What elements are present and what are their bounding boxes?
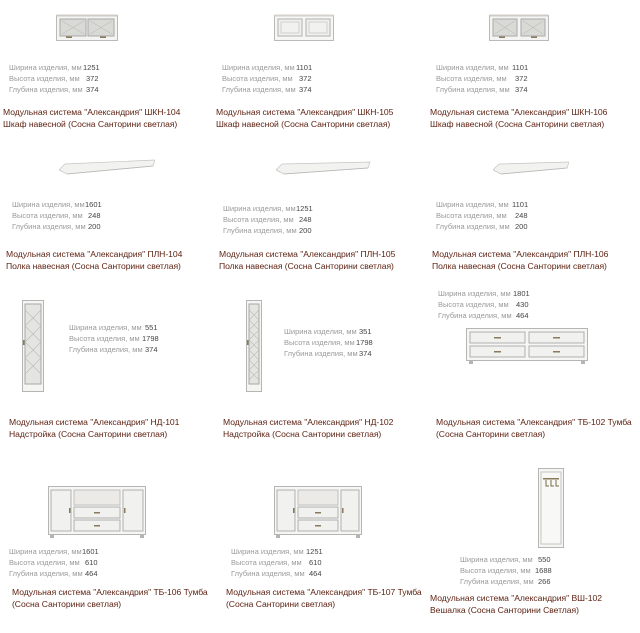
width-value: 1251 [83, 63, 100, 72]
height-value: 372 [299, 74, 312, 83]
height-label: Высота изделия, мм [231, 558, 302, 567]
depth-label: Глубина изделия, мм [223, 226, 297, 235]
product-image-shelf[interactable] [276, 160, 372, 176]
depth-label: Глубина изделия, мм [9, 569, 83, 578]
product-title-line1[interactable]: Модульная система "Александрия" ТБ-102 Тумба [436, 417, 632, 427]
width-label: Ширина изделия, мм [222, 63, 295, 72]
depth-label: Глубина изделия, мм [12, 222, 86, 231]
width-value: 1101 [512, 63, 529, 72]
product-title-line2[interactable]: Вешалка (Сосна Санторини Светлая) [430, 605, 579, 615]
product-title-line2[interactable]: Полка навесная (Сосна Санторини светлая) [219, 261, 394, 271]
width-label: Ширина изделия, мм [436, 63, 509, 72]
depth-label: Глубина изделия, мм [9, 85, 83, 94]
product-image-tv-stand[interactable] [274, 486, 362, 538]
product-image-wall-cabinet[interactable] [489, 14, 549, 42]
depth-value: 266 [538, 577, 551, 586]
product-title-line1[interactable]: Модульная система "Александрия" ПЛН-105 [219, 249, 396, 259]
height-label: Высота изделия, мм [222, 74, 293, 83]
width-label: Ширина изделия, мм [438, 289, 511, 298]
product-title-line2[interactable]: Надстройка (Сосна Санторини светлая) [223, 429, 382, 439]
depth-label: Глубина изделия, мм [436, 222, 510, 231]
product-image-tall-cabinet[interactable] [22, 300, 44, 392]
product-title-line2[interactable]: Полка навесная (Сосна Санторини светлая) [432, 261, 607, 271]
product-image-coat-rack[interactable] [538, 468, 564, 548]
height-label: Высота изделия, мм [436, 74, 507, 83]
depth-value: 200 [299, 226, 312, 235]
specs-block [436, 62, 536, 95]
height-label: Высота изделия, мм [12, 211, 83, 220]
product-title[interactable] [432, 248, 608, 272]
width-value: 550 [538, 555, 551, 564]
height-value: 1798 [142, 334, 159, 343]
product-title-line1[interactable]: Модульная система "Александрия" ТБ-107 Тумба [226, 587, 422, 597]
product-title[interactable] [216, 106, 393, 130]
specs-block [9, 546, 109, 579]
height-value: 372 [515, 74, 528, 83]
height-value: 372 [86, 74, 99, 83]
specs-block [222, 62, 322, 95]
product-image-tv-stand[interactable] [48, 486, 146, 538]
product-title[interactable] [223, 416, 393, 440]
height-label: Высота изделия, мм [9, 558, 80, 567]
depth-value: 374 [359, 349, 372, 358]
specs-block [69, 322, 169, 355]
product-title-line1[interactable]: Модульная система "Александрия" ШКН-104 [3, 107, 181, 117]
specs-block [9, 62, 109, 95]
width-label: Ширина изделия, мм [12, 200, 85, 209]
width-value: 1251 [306, 547, 323, 556]
product-image-tall-cabinet[interactable] [246, 300, 262, 392]
depth-value: 374 [145, 345, 158, 354]
product-image-wall-cabinet[interactable] [274, 14, 334, 42]
depth-value: 200 [88, 222, 101, 231]
height-label: Высота изделия, мм [460, 566, 531, 575]
height-value: 1798 [356, 338, 373, 347]
product-title-line1[interactable]: Модульная система "Александрия" ШКН-106 [430, 107, 608, 117]
width-value: 1101 [512, 200, 529, 209]
product-title[interactable] [9, 416, 179, 440]
width-label: Ширина изделия, мм [231, 547, 304, 556]
product-title[interactable] [226, 586, 422, 610]
product-title-line2[interactable]: Шкаф навесной (Сосна Санторини светлая) [430, 119, 605, 129]
product-title-line2[interactable]: (Сосна Санторини светлая) [226, 599, 336, 609]
product-title[interactable] [3, 106, 180, 130]
height-label: Высота изделия, мм [223, 215, 294, 224]
height-value: 248 [299, 215, 312, 224]
width-value: 1801 [513, 289, 530, 298]
height-value: 248 [515, 211, 528, 220]
product-title-line1[interactable]: Модульная система "Александрия" ПЛН-104 [6, 249, 183, 259]
width-label: Ширина изделия, мм [436, 200, 509, 209]
width-label: Ширина изделия, мм [284, 327, 357, 336]
depth-value: 464 [309, 569, 322, 578]
depth-label: Глубина изделия, мм [460, 577, 534, 586]
depth-value: 464 [85, 569, 98, 578]
product-image-wall-cabinet[interactable] [56, 14, 118, 42]
depth-value: 374 [515, 85, 528, 94]
height-label: Высота изделия, мм [9, 74, 80, 83]
product-title[interactable] [6, 248, 182, 272]
specs-block [12, 199, 112, 232]
product-title[interactable] [219, 248, 395, 272]
width-value: 351 [359, 327, 372, 336]
depth-label: Глубина изделия, мм [284, 349, 358, 358]
width-value: 1251 [296, 204, 313, 213]
product-title-line1[interactable]: Модульная система "Александрия" ВШ-102 [430, 593, 602, 603]
product-title-line1[interactable]: Модульная система "Александрия" НД-101 [9, 417, 180, 427]
product-title-line2[interactable]: Шкаф навесной (Сосна Санторини светлая) [216, 119, 391, 129]
height-value: 610 [309, 558, 322, 567]
specs-block [231, 546, 331, 579]
width-label: Ширина изделия, мм [9, 63, 82, 72]
product-title-line2[interactable]: (Сосна Санторини светлая) [436, 429, 546, 439]
product-title-line1[interactable]: Модульная система "Александрия" ТБ-106 Тумба [12, 587, 208, 597]
height-value: 1688 [535, 566, 552, 575]
width-label: Ширина изделия, мм [460, 555, 533, 564]
height-value: 610 [85, 558, 98, 567]
product-title[interactable] [430, 106, 607, 130]
depth-label: Глубина изделия, мм [436, 85, 510, 94]
depth-value: 464 [516, 311, 529, 320]
width-label: Ширина изделия, мм [223, 204, 296, 213]
width-label: Ширина изделия, мм [9, 547, 82, 556]
width-value: 551 [145, 323, 158, 332]
width-label: Ширина изделия, мм [69, 323, 142, 332]
height-label: Высота изделия, мм [69, 334, 140, 343]
product-title-line2[interactable]: Надстройка (Сосна Санторини светлая) [9, 429, 168, 439]
product-image-shelf[interactable] [493, 160, 569, 176]
product-title-line1[interactable]: Модульная система "Александрия" НД-102 [223, 417, 394, 427]
specs-block [223, 203, 323, 236]
depth-value: 374 [299, 85, 312, 94]
specs-block [284, 326, 384, 359]
depth-value: 200 [515, 222, 528, 231]
height-label: Высота изделия, мм [438, 300, 509, 309]
width-value: 1601 [82, 547, 99, 556]
product-image-tv-stand[interactable] [466, 328, 588, 364]
product-title-line2[interactable]: Полка навесная (Сосна Санторини светлая) [6, 261, 181, 271]
product-title-line1[interactable]: Модульная система "Александрия" ПЛН-106 [432, 249, 609, 259]
depth-value: 374 [86, 85, 99, 94]
width-value: 1101 [296, 63, 313, 72]
width-value: 1601 [85, 200, 102, 209]
specs-block [436, 199, 536, 232]
product-title[interactable] [430, 592, 602, 616]
specs-block [460, 554, 560, 587]
depth-label: Глубина изделия, мм [231, 569, 305, 578]
height-label: Высота изделия, мм [436, 211, 507, 220]
depth-label: Глубина изделия, мм [222, 85, 296, 94]
product-title[interactable] [12, 586, 208, 610]
depth-label: Глубина изделия, мм [69, 345, 143, 354]
product-title[interactable] [436, 416, 632, 440]
product-title-line2[interactable]: Шкаф навесной (Сосна Санторини светлая) [3, 119, 178, 129]
product-title-line2[interactable]: (Сосна Санторини светлая) [12, 599, 122, 609]
height-value: 248 [88, 211, 101, 220]
height-value: 430 [516, 300, 529, 309]
product-image-shelf[interactable] [59, 158, 155, 176]
depth-label: Глубина изделия, мм [438, 311, 512, 320]
product-title-line1[interactable]: Модульная система "Александрия" ШКН-105 [216, 107, 394, 117]
specs-block [438, 288, 538, 321]
height-label: Высота изделия, мм [284, 338, 355, 347]
